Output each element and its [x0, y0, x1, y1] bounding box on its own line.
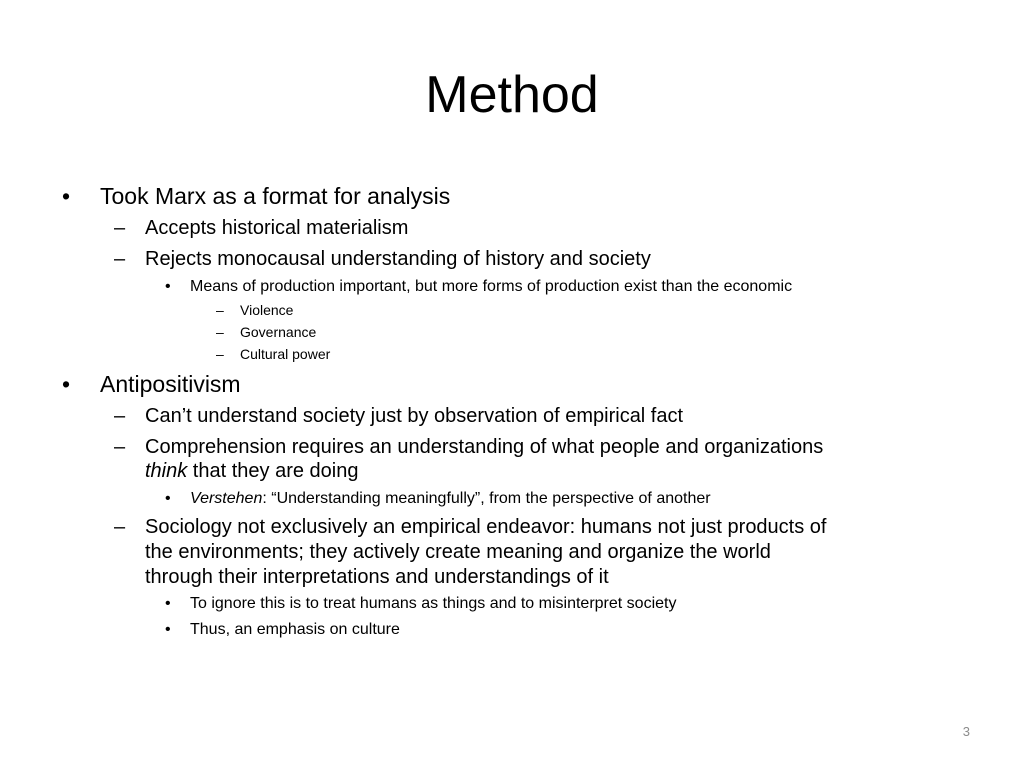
page-number: 3: [962, 724, 970, 739]
dash-marker: –: [216, 302, 224, 318]
bullet-marker: •: [165, 490, 171, 507]
dash-marker: –: [216, 324, 224, 340]
emphasis-think: think: [145, 460, 188, 482]
comprehension-line2-rest: that they are doing: [187, 460, 359, 482]
sub-sub-bullet-verstehen: [190, 489, 711, 509]
sub-sub-bullet-means: Means of production important, but more forms of production exist than the economic: [190, 278, 793, 295]
dash-marker: –: [216, 346, 224, 362]
bullet-antipositivism: Antipositivism: [100, 371, 241, 397]
sub-sub-bullet-culture: Thus, an emphasis on culture: [190, 621, 400, 638]
verstehen-term: Verstehen: [190, 490, 263, 507]
sub-bullet-sociology-line1: Sociology not exclusively an empirical endeavor: humans not just products of: [145, 516, 827, 538]
sub-bullet-comprehension-line2: [145, 459, 358, 483]
sub-bullet-rejects: Rejects monocausal understanding of history and society: [145, 248, 651, 270]
dash-marker: –: [114, 516, 126, 538]
sub-bullet-cant-understand: Can’t understand society just by observation of empirical fact: [145, 405, 684, 427]
bullet-marker: •: [165, 595, 171, 612]
level4-governance: Governance: [240, 324, 317, 340]
sub-bullet-sociology-line3: through their interpretations and understandings of it: [145, 566, 609, 588]
dash-marker: –: [114, 405, 126, 427]
level4-cultural-power: Cultural power: [240, 346, 331, 362]
verstehen-definition: : “Understanding meaningfully”, from the perspective of another: [262, 490, 711, 507]
level4-violence: Violence: [240, 302, 294, 318]
bullet-marker: •: [165, 278, 171, 295]
bullet-marker: •: [165, 621, 171, 638]
sub-bullet-sociology-line2: the environments; they actively create meaning and organize the world: [145, 541, 771, 563]
sub-bullet-accepts: Accepts historical materialism: [145, 217, 409, 239]
sub-sub-bullet-ignore: To ignore this is to treat humans as things and to misinterpret society: [190, 595, 677, 612]
dash-marker: –: [114, 436, 126, 458]
bullet-took-marx: Took Marx as a format for analysis: [100, 183, 451, 209]
slide-title: Method: [425, 66, 599, 124]
dash-marker: –: [114, 248, 126, 270]
bullet-marker: •: [62, 183, 71, 209]
sub-bullet-comprehension-line1: Comprehension requires an understanding of what people and organizations: [145, 436, 824, 458]
bullet-marker: •: [62, 371, 71, 397]
dash-marker: –: [114, 217, 126, 239]
